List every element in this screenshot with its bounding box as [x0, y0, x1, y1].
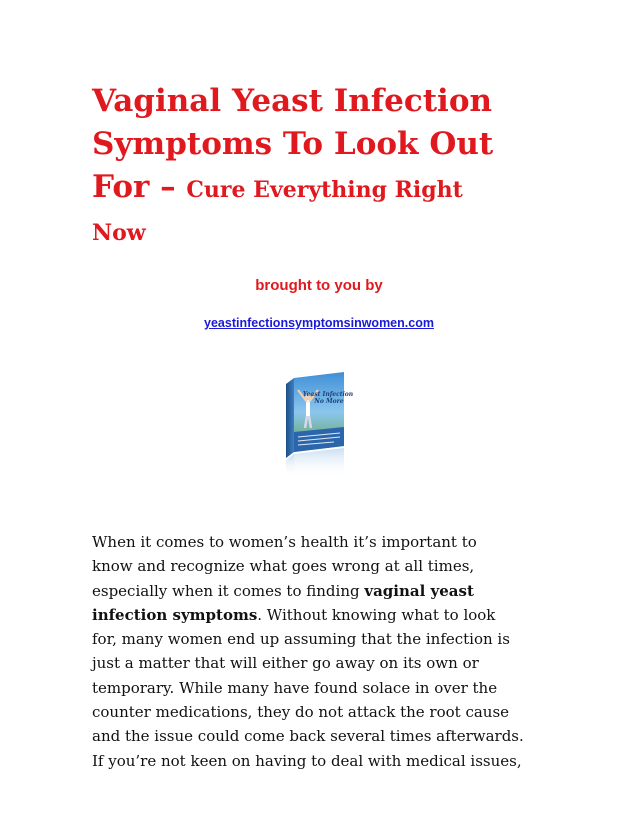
- title-line-3-start: For –: [92, 169, 187, 205]
- body-line: just a matter that will either go away on its own or: [92, 654, 479, 673]
- body-line: for, many women end up assuming that the infection is: [92, 630, 510, 649]
- title-line-1: Vaginal Yeast Infection: [92, 83, 493, 119]
- article-title: [92, 80, 552, 255]
- body-line-3-start: especially when it comes to finding: [92, 581, 365, 600]
- ebook-title-line-2: No More: [314, 398, 344, 405]
- body-line: [92, 579, 552, 603]
- site-link-container: [0, 312, 638, 331]
- ebook-title-line-1: Yeast Infection: [302, 391, 354, 398]
- body-line: counter medications, they do not attack the root cause: [92, 703, 510, 722]
- keyword-bold-2: infection symptoms: [92, 605, 258, 624]
- body-line: temporary. While many have found solace in over the: [92, 678, 498, 697]
- title-line-2: Symptoms To Look Out: [92, 126, 494, 162]
- ebook-spine: [286, 378, 294, 458]
- body-line-4-end: . Without knowing what to look: [257, 605, 496, 624]
- ebook-cover-image: [278, 370, 368, 480]
- title-line-3: [92, 166, 552, 212]
- body-line: When it comes to women’s health it’s important to: [92, 533, 477, 551]
- body-line: [92, 603, 552, 627]
- body-line: If you’re not keen on having to deal with medical issues,: [92, 751, 522, 770]
- subtitle-part-2: Now: [92, 220, 146, 246]
- site-link[interactable]: yeastinfectionsymptomsinwomen.com: [204, 316, 434, 330]
- body-paragraph: [92, 530, 552, 773]
- ebook-reflection: [294, 448, 344, 478]
- body-line: know and recognize what goes wrong at all times,: [92, 557, 475, 576]
- keyword-bold-1: vaginal yeast: [364, 581, 474, 600]
- body-line: and the issue could come back several times afterwards.: [92, 727, 524, 746]
- brought-to-you-by: brought to you by: [255, 277, 383, 294]
- subtitle-part-1: Cure Everything Right: [186, 177, 463, 203]
